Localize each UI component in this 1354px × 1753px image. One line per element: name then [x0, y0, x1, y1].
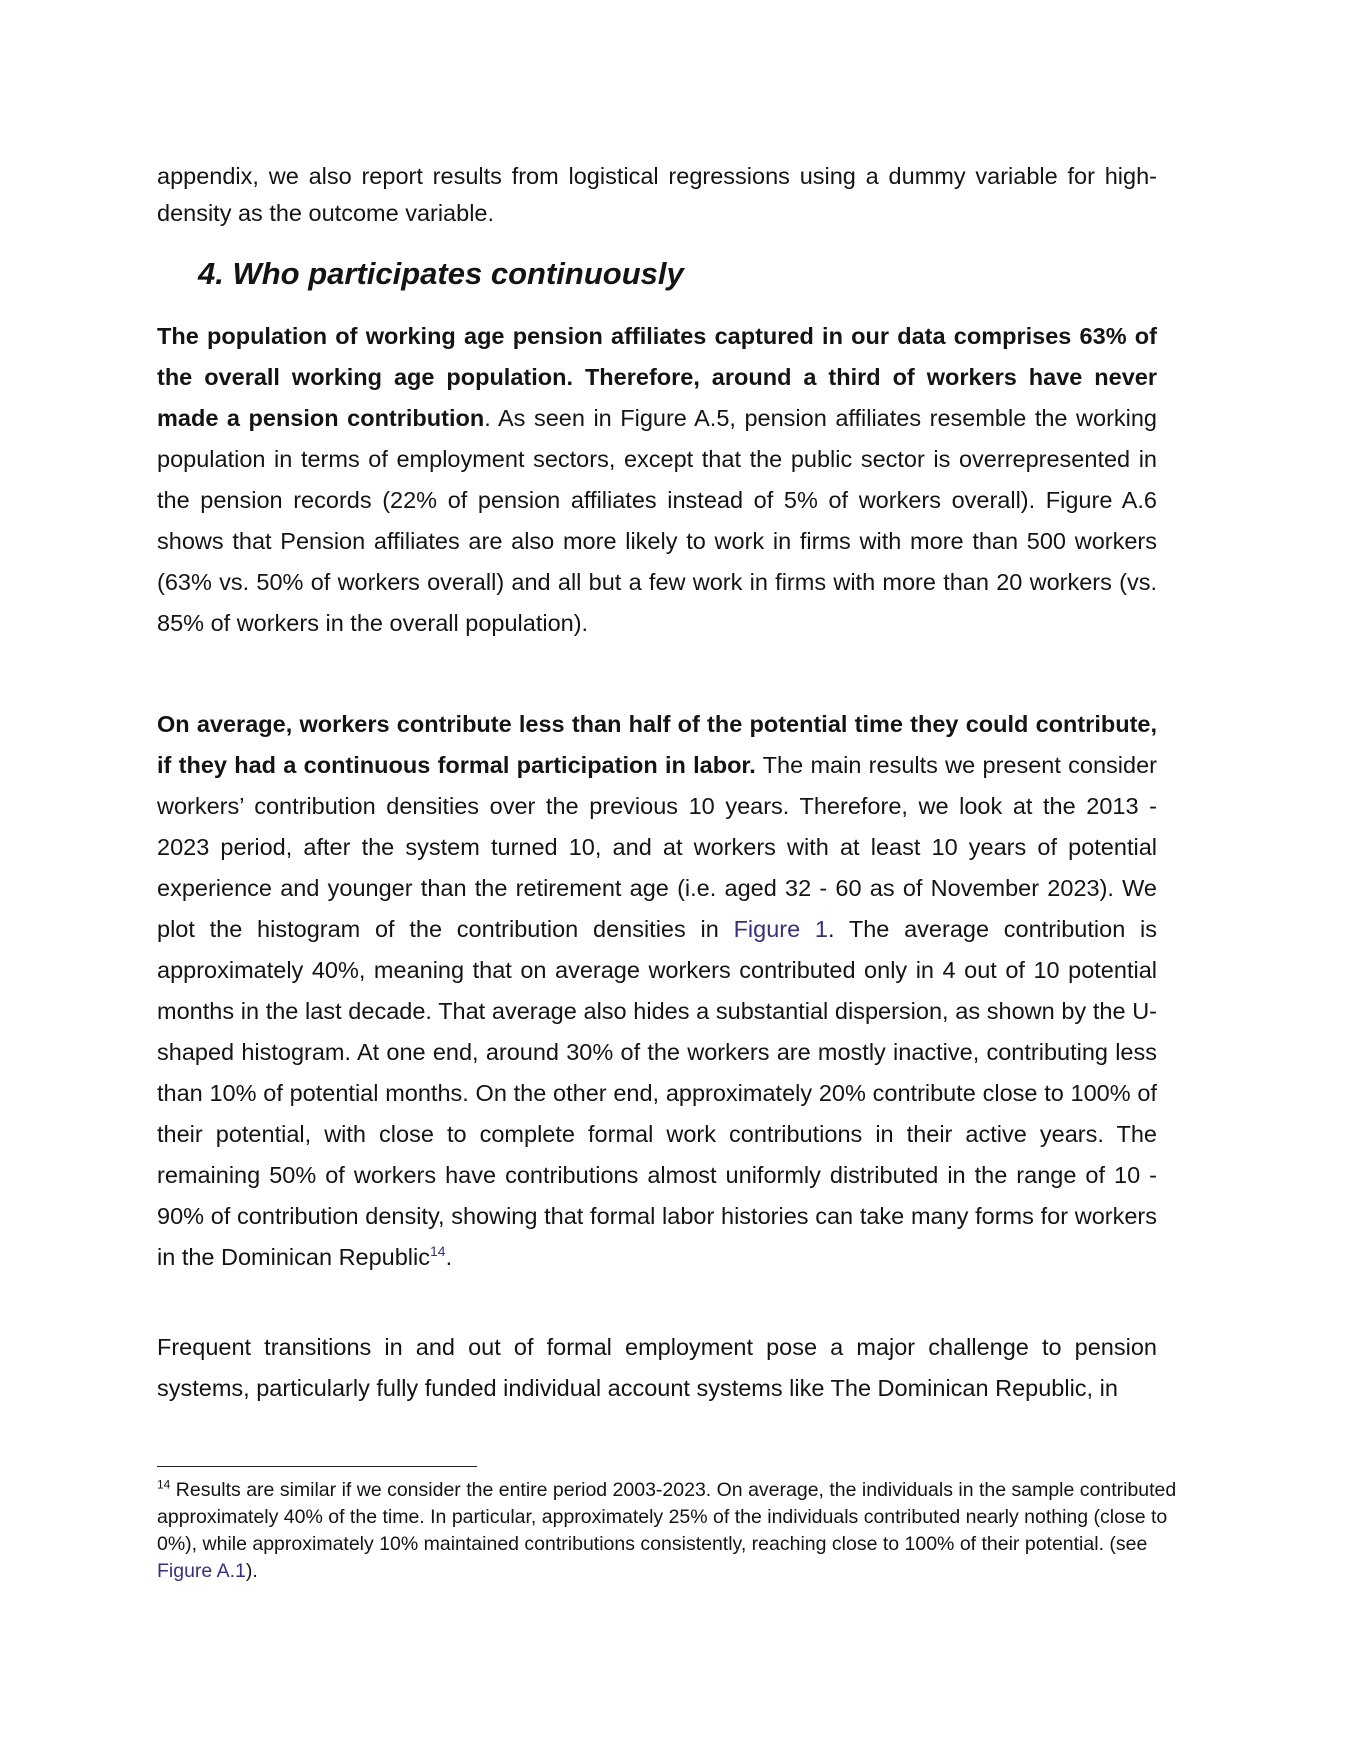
paragraph-density-lead: On average, workers contribute less than half of the potential time they could contribute, if they had a continuous formal participation in labor.	[157, 711, 1157, 778]
paragraph-transitions: Frequent transitions in and out of formal employment pose a major challenge to pension systems, particularly fully funded individual account systems like The Dominican Republic, in	[157, 1334, 1157, 1401]
paragraph-density-body: The main results we present consider workers’ contribution densities over the previous 10 years. Therefore, we look at the 2013 - 2023 period, after the system turned 10, and at workers with at least 10 years of potential experience and younger than the retirement age (i.e. aged 32 - 60 as of November 2023). We plot the histogram of the contribution densities in	[157, 752, 1157, 942]
footnote-number: 14	[157, 1477, 171, 1492]
paragraph-density-end: .	[445, 1244, 453, 1270]
paragraph-contribution-density	[157, 704, 1157, 1278]
paragraph-affiliates	[157, 316, 1157, 644]
figure-a1-link[interactable]: Figure A.1	[157, 1560, 246, 1582]
footnote-text: Results are similar if we consider the entire period 2003-2023. On average, the individuals in the sample contributed approximately 40% of the time. In particular, approximately 25% of the individuals contributed nearly nothing (close to 0%), while approximately 10% maintained contributions consistently, reaching close to 100% of their potential. (see	[157, 1479, 1177, 1555]
paragraph-density-body-cont: . The average contribution is approximately 40%, meaning that on average workers contributed only in 4 out of 10 potential months in the last decade. That average also hides a substantial dispersion, as shown by the U-shaped histogram. At one end, around 30% of the workers are mostly inactive, contributing less than 10% of potential months. On the other end, approximately 20% contribute close to 100% of their potential, with close to complete formal work contributions in their active years. The remaining 50% of workers have contributions almost uniformly distributed in the range of 10 - 90% of contribution density, showing that formal labor histories can take many forms for workers in the Dominican Republic	[157, 916, 1157, 1270]
footnote	[157, 1477, 1187, 1585]
footnote-end: ).	[245, 1560, 258, 1582]
figure-1-link[interactable]: Figure 1	[733, 916, 828, 942]
paragraph-affiliates-body: . As seen in Figure A.5, pension affiliates resemble the working population in terms of employment sectors, except that the public sector is overrepresented in the pension records (22% of pension affiliates instead of 5% of workers overall). Figure A.6 shows that Pension affiliates are also more likely to work in firms with more than 500 workers (63% vs. 50% of workers overall) and all but a few work in firms with more than 20 workers (vs. 85% of workers in the overall population).	[157, 405, 1158, 636]
footnote-reference[interactable]: 14	[430, 1243, 446, 1260]
paragraph-affiliates-lead: The population of working age pension affiliates captured in our data comprises 63% of the overall working age population. Therefore, around a third of workers have never made a pension contribution	[157, 323, 1157, 431]
section-heading: 4. Who participates continuously	[198, 256, 684, 291]
footnote-separator	[157, 1466, 477, 1467]
intro-paragraph: appendix, we also report results from logistical regressions using a dummy variable for high-density as the outcome variable.	[157, 163, 1157, 226]
